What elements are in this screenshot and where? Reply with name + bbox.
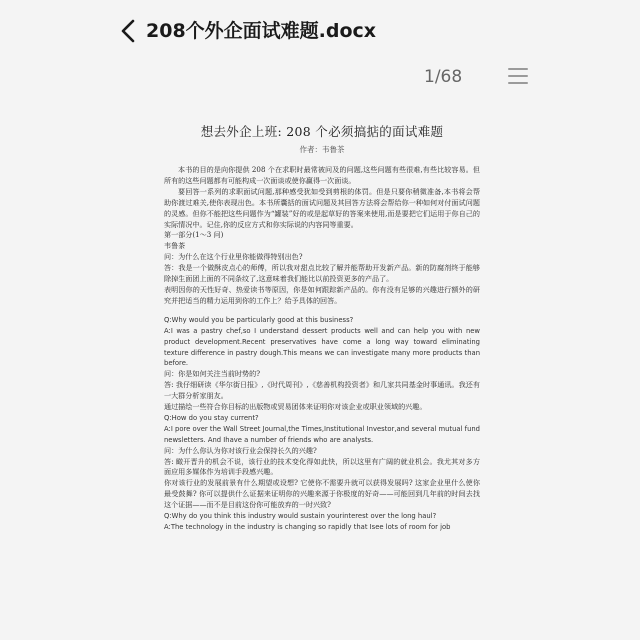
chevron-left-icon [118,18,140,44]
question-en: Q:How do you stay current? [164,413,259,422]
part-label: 第一部分(1～3 问) [164,230,224,240]
top-bar [0,0,640,60]
answer-cn: 答: 我仔细研读《华尔街日报》,《时代周刊》,《慈善机构投资者》和几家共同基金时事通讯。我还有一大群分析家朋友。 [164,380,480,401]
question-cn: 问：为什么在这个行业里你能做得特别出色? [164,252,303,262]
answer-note-cn: 你对该行业的发展前景有什么期望或设想? 它使你不需要升就可以获得发展吗? 这家企业里什么使你最受鼓舞? 你可以提供什么证据来证明你的兴趣来源于你极度的好奇——可能回到几年前的时间去找这个证据——而不是目前这份你可能放弃的一时兴致? [164,478,480,510]
question-cn: 问：你是如何关注当前时势的? [164,369,261,379]
answer-en: A:I was a pastry chef,so I understand dessert products well and can help you with new product development.Recent preservatives have come a long way toward eliminating texture difference in pastry dough.This means we can investigate many more products than before. [164,326,480,368]
name-label: 韦鲁茶 [164,241,186,251]
intro-paragraph: 要回答一系列的求职面试问题,那种感受犹如受到剪根的体罚。但是只要你稍微准备,本书将会帮助你渡过难关,使你表现出色。本书所囊括的面试问题及其回答方法将会帮给你一种如何对付面试问题的灵感。但你不能把这些问题作为“罐装”好的或是起草好的答案来使用,而是要把它们运用于你自己的实际情况中。记住,你的反应方式和你实际说的内容同等重要。 [164,186,480,229]
document-title: 208个外企面试难题.docx [146,20,377,42]
document-author: 作者：韦鲁茶 [299,145,345,154]
question-cn: 问：为什么你认为你对该行业会保持长久的兴趣? [164,445,317,455]
answer-cn: 答：我是一个做酥皮点心的师傅，所以我对甜点比较了解并能帮助开发新产品。新的防腐剂终于能够除掉生面团上面的不同条纹了,这意味着我们能比以前投资更多的产品了。 [164,263,480,284]
document-page [164,118,480,640]
question-en: Q:Why would you be particularly good at this business? [164,315,354,324]
document-heading: 想去外企上班: 208 个必须搞掂的面试难题 [200,124,444,139]
answer-note-cn: 表明因你的天性好奇、热爱读书等原因，你是如何跟踪新产品的。你有没有足够的兴趣进行额外的研究并把适当的精力运用到你的工作上？给予具体的回答。 [164,284,480,305]
intro-paragraph: 本书的目的是向你提供 208 个在求职时最常被问及的问题,这些问题有些很难,有些比较容易。但所有的这些问题都有可能构成一次面谈或使你赢得一次面谈。 [164,165,480,185]
answer-cn: 答: 瞰开晋升的机会不说，该行业的技术变化得如此快，所以这里有广阔的就业机会。我尤其对多方面应用多媒体作为培训手段感兴趣。 [164,456,480,477]
answer-note-cn: 通过描绘一些符合你目标的出版物或贸易团体来证明你对该企业或职业领域的兴趣。 [164,402,427,412]
back-button[interactable] [118,18,140,44]
page-indicator: 1/68 [424,67,463,87]
question-en: Q:Why do you think this industry would sustain yourinterest over the long haul? [164,512,437,521]
menu-button[interactable] [508,68,528,86]
answer-en: A:I pore over the Wall Street Journal,the Times,Institutional Investor,and several mutual fund newsletters. And Ihave a number of friends who are analysts. [164,424,480,444]
hamburger-menu-icon [508,68,528,84]
answer-en: A:The technology in the industry is changing so rapidly that Isee lots of room for job [164,523,451,531]
